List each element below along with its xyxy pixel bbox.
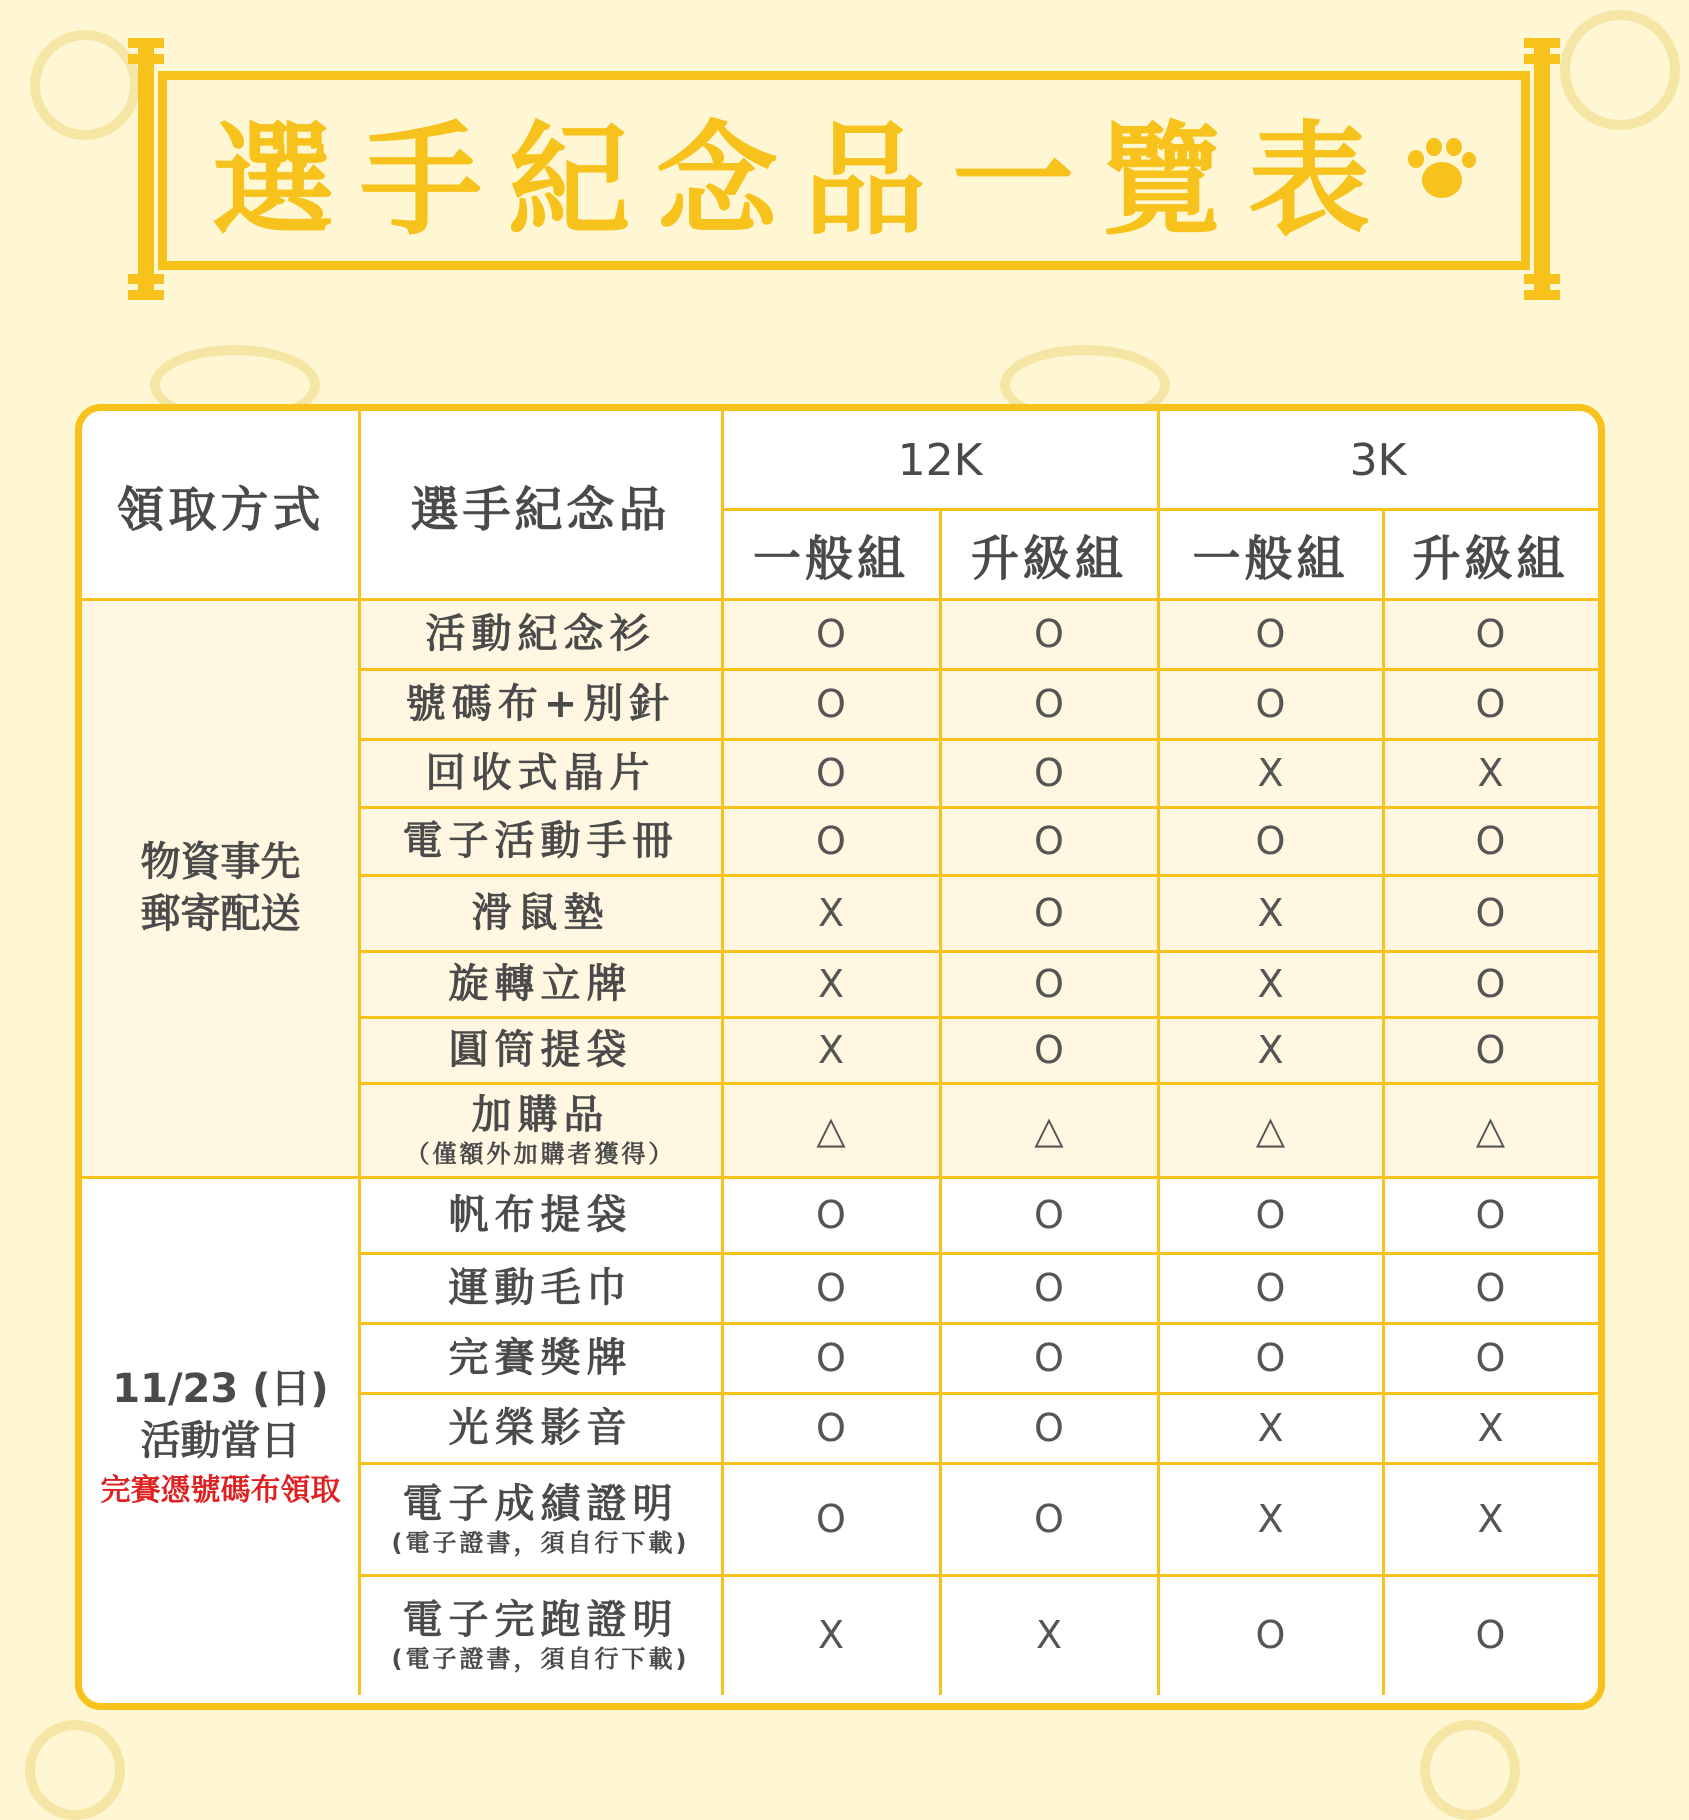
scroll-rod-right bbox=[1534, 38, 1550, 300]
pickup-method-cell bbox=[82, 599, 359, 1177]
background-doodle bbox=[25, 1720, 125, 1820]
souvenir-item-name: 光榮影音 bbox=[448, 1405, 633, 1451]
souvenir-item-name: 電子完跑證明 bbox=[402, 1596, 679, 1643]
availability-mark: O bbox=[1034, 612, 1064, 656]
column-divider bbox=[1382, 509, 1385, 1695]
souvenir-table bbox=[75, 404, 1605, 1710]
availability-mark: O bbox=[1255, 1266, 1286, 1310]
scroll-cap bbox=[1524, 290, 1560, 300]
header-group: 升級組 bbox=[1412, 530, 1569, 587]
background-doodle bbox=[1560, 10, 1680, 130]
availability-mark: X bbox=[1477, 1406, 1504, 1450]
availability-mark: X bbox=[1477, 1497, 1504, 1541]
header-method: 領取方式 bbox=[116, 481, 325, 538]
availability-mark: O bbox=[1255, 682, 1286, 726]
page-title: 選手紀念品一覽表 bbox=[212, 110, 1396, 252]
souvenir-item-name: 電子成績證明 bbox=[402, 1480, 679, 1527]
title-banner bbox=[158, 71, 1530, 270]
scroll-cap bbox=[128, 38, 164, 48]
availability-mark: O bbox=[1255, 612, 1286, 656]
souvenir-item bbox=[359, 599, 722, 669]
availability-mark: O bbox=[1475, 682, 1506, 726]
scroll-cap bbox=[1524, 274, 1560, 284]
availability-mark: △ bbox=[1475, 1108, 1506, 1152]
availability-mark: O bbox=[1475, 1028, 1506, 1072]
availability-mark: X bbox=[1477, 751, 1504, 795]
availability-mark: X bbox=[1257, 1406, 1284, 1450]
availability-mark: O bbox=[1475, 612, 1506, 656]
availability-mark: O bbox=[1255, 1336, 1286, 1380]
availability-mark: O bbox=[816, 1336, 846, 1380]
availability-mark: X bbox=[1257, 1028, 1284, 1072]
availability-mark: O bbox=[1034, 891, 1064, 935]
souvenir-item bbox=[359, 1323, 722, 1393]
souvenir-item-name: 帆布提袋 bbox=[448, 1192, 633, 1238]
scroll-cap bbox=[128, 54, 164, 64]
availability-mark: X bbox=[1257, 1497, 1284, 1541]
distance-divider bbox=[722, 508, 1598, 511]
availability-mark: O bbox=[1475, 819, 1506, 863]
souvenir-item bbox=[359, 1017, 722, 1083]
souvenir-item-name: 加購品 bbox=[471, 1091, 610, 1138]
scroll-rod-left bbox=[138, 38, 154, 300]
souvenir-item bbox=[359, 1575, 722, 1695]
souvenir-item-name: 運動毛巾 bbox=[448, 1265, 633, 1311]
scroll-cap bbox=[128, 290, 164, 300]
availability-mark: O bbox=[816, 1266, 846, 1310]
souvenir-item-name: 圓筒提袋 bbox=[448, 1027, 633, 1073]
availability-mark: X bbox=[817, 891, 845, 935]
souvenir-item-name: 滑鼠墊 bbox=[471, 890, 610, 936]
column-divider bbox=[939, 509, 942, 1695]
availability-mark: X bbox=[1035, 1613, 1063, 1657]
availability-mark: O bbox=[1034, 962, 1064, 1006]
souvenir-item bbox=[359, 1083, 722, 1177]
availability-mark: O bbox=[1255, 1613, 1286, 1657]
souvenir-item bbox=[359, 1177, 722, 1253]
availability-mark: △ bbox=[1034, 1108, 1064, 1152]
availability-mark: O bbox=[1255, 1193, 1286, 1237]
availability-mark: O bbox=[1034, 682, 1064, 726]
scroll-cap bbox=[1524, 54, 1560, 64]
souvenir-item bbox=[359, 951, 722, 1017]
availability-mark: O bbox=[1475, 891, 1506, 935]
availability-mark: O bbox=[1034, 1266, 1064, 1310]
availability-mark: O bbox=[1034, 1497, 1064, 1541]
souvenir-item bbox=[359, 1253, 722, 1323]
pickup-method-text: 物資事先 bbox=[140, 839, 301, 885]
paw-icon bbox=[1406, 136, 1476, 206]
souvenir-item bbox=[359, 739, 722, 807]
souvenir-item-name: 回收式晶片 bbox=[425, 750, 656, 796]
availability-mark: O bbox=[816, 1406, 846, 1450]
souvenir-item-note: (電子證書，須自行下載) bbox=[391, 1644, 690, 1673]
pickup-method-text: 11/23 (日) bbox=[112, 1365, 329, 1412]
souvenir-item-name: 活動紀念衫 bbox=[425, 611, 656, 657]
souvenir-item-note: （僅額外加購者獲得） bbox=[405, 1139, 676, 1168]
availability-mark: O bbox=[816, 751, 846, 795]
header-item: 選手紀念品 bbox=[410, 481, 671, 538]
souvenir-item bbox=[359, 1393, 722, 1463]
scroll-cap bbox=[1524, 38, 1560, 48]
availability-mark: O bbox=[816, 1497, 846, 1541]
availability-mark: X bbox=[817, 1613, 845, 1657]
souvenir-item-name: 旋轉立牌 bbox=[448, 961, 633, 1007]
column-divider bbox=[358, 411, 361, 1695]
availability-mark: X bbox=[817, 1028, 845, 1072]
availability-mark: O bbox=[816, 682, 846, 726]
availability-mark: △ bbox=[1255, 1108, 1286, 1152]
availability-mark: O bbox=[1475, 1266, 1506, 1310]
pickup-method-cell bbox=[82, 1177, 359, 1695]
background-doodle bbox=[1420, 1720, 1520, 1820]
header-group: 升級組 bbox=[970, 530, 1127, 587]
pickup-method-text: 郵寄配送 bbox=[140, 891, 301, 937]
availability-mark: O bbox=[1034, 1406, 1064, 1450]
souvenir-item bbox=[359, 875, 722, 951]
souvenir-item-name: 電子活動手冊 bbox=[402, 818, 679, 864]
availability-mark: O bbox=[1475, 1193, 1506, 1237]
availability-mark: O bbox=[816, 1193, 846, 1237]
availability-mark: X bbox=[817, 962, 845, 1006]
header-group: 一般組 bbox=[752, 530, 909, 587]
scroll-cap bbox=[128, 274, 164, 284]
header-distance: 3K bbox=[1349, 434, 1407, 486]
availability-mark: O bbox=[1034, 1193, 1064, 1237]
availability-mark: O bbox=[1475, 1613, 1506, 1657]
header-group: 一般組 bbox=[1192, 530, 1349, 587]
souvenir-item-name: 完賽獎牌 bbox=[448, 1335, 633, 1381]
availability-mark: X bbox=[1257, 751, 1284, 795]
availability-mark: △ bbox=[816, 1108, 846, 1152]
souvenir-item bbox=[359, 669, 722, 739]
availability-mark: O bbox=[1255, 819, 1286, 863]
availability-mark: O bbox=[1475, 962, 1506, 1006]
title-scroll bbox=[122, 38, 1566, 302]
availability-mark: X bbox=[1257, 962, 1284, 1006]
column-divider bbox=[721, 411, 724, 1695]
availability-mark: O bbox=[816, 612, 846, 656]
pickup-note: 完賽憑號碼布領取 bbox=[100, 1472, 341, 1508]
availability-mark: O bbox=[1034, 1336, 1064, 1380]
souvenir-item-note: (電子證書，須自行下載) bbox=[391, 1528, 690, 1557]
availability-mark: O bbox=[1034, 1028, 1064, 1072]
availability-mark: O bbox=[1475, 1336, 1506, 1380]
availability-mark: O bbox=[1034, 751, 1064, 795]
pickup-method-text: 活動當日 bbox=[140, 1417, 301, 1464]
souvenir-item bbox=[359, 1463, 722, 1575]
availability-mark: X bbox=[1257, 891, 1284, 935]
availability-mark: O bbox=[816, 819, 846, 863]
souvenir-item bbox=[359, 807, 722, 875]
souvenir-item-name: 號碼布+別針 bbox=[405, 681, 676, 727]
column-divider bbox=[1157, 411, 1160, 1695]
header-divider bbox=[82, 598, 1598, 601]
header-distance: 12K bbox=[897, 434, 983, 486]
availability-mark: O bbox=[1034, 819, 1064, 863]
